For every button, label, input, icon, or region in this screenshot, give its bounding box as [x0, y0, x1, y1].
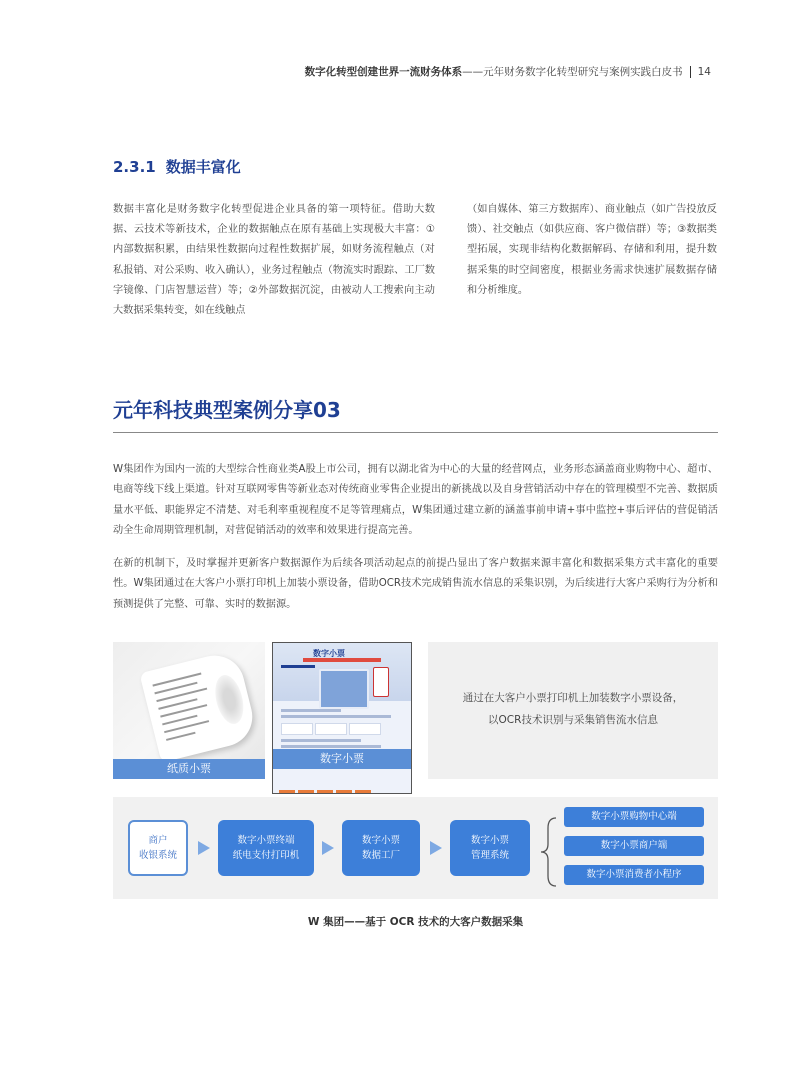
- figure-description-line-1: 通过在大客户小票打印机上加装数字小票设备，: [462, 692, 684, 704]
- header-divider: [690, 66, 691, 78]
- section-number: 2.3.1: [113, 158, 156, 176]
- digital-receipt-image: [272, 642, 412, 794]
- banner-red-strip: [303, 658, 381, 662]
- flow-step-4-line-1: 数字小票: [470, 835, 509, 846]
- figure-description-box: [428, 642, 718, 779]
- flow-step-merchant-pos: [128, 820, 188, 876]
- case-title-rule: [113, 432, 718, 433]
- running-header: [305, 64, 711, 79]
- flow-step-3-line-2: 数据工厂: [361, 850, 400, 861]
- header-subtitle: ——元年财务数字化转型研究与案例实践白皮书: [462, 66, 683, 78]
- flow-arrow-icon: [198, 841, 210, 855]
- output-consumer-miniprogram: 数字小票消费者小程序: [564, 865, 704, 885]
- case-paragraph-1: W集团作为国内一流的大型综合性商业类A股上市公司，拥有以湖北省为中心的大量的经营网点，业务形态涵盖商业购物中心、超市、电商等线下线上渠道。针对互联网零售等新业态对传统商业零售企业提出的新挑战以及自身营销活动中存在的管理模型不完善、数据质量水平低、职能界定不清楚、对毛利率重视程度不足等管理痛点，W集团通过建立新的涵盖事前申请+事中监控+事后评估的营促销活动全生命周期管理机制，对营促销活动的效率和效果进行提高完善。: [113, 464, 718, 536]
- flow-step-data-factory: [342, 820, 420, 876]
- brace-connector-icon: [538, 816, 560, 888]
- flow-step-2-line-2: 纸电支付打印机: [232, 850, 300, 861]
- case-paragraph-2: 在新的机制下，及时掌握并更新客户数据源作为后续各项活动起点的前提凸显出了客户数据来源丰富化和数据采集方式丰富化的重要性。W集团通过在大客户小票打印机上加装小票设备，借助OCR技术完成销售流水信息的采集识别，为后续进行大客户采购行为分析和预测提供了完整、可靠、实时的数据源。: [113, 558, 718, 610]
- flow-step-4-line-2: 管理系统: [470, 850, 509, 861]
- flow-step-receipt-terminal: [218, 820, 314, 876]
- digital-receipt-label: 数字小票: [273, 749, 411, 769]
- paper-receipt-label: 纸质小票: [113, 759, 265, 779]
- case-title: 元年科技典型案例分享03: [113, 398, 341, 422]
- monitor-illustration: [319, 669, 369, 709]
- flow-arrow-icon: [430, 841, 442, 855]
- section-heading: [113, 156, 241, 177]
- flow-arrow-icon: [322, 841, 334, 855]
- digital-receipt-footer: [279, 779, 405, 787]
- output-merchant-end: 数字小票商户端: [564, 836, 704, 856]
- page-number: 14: [697, 66, 711, 78]
- figure-description-line-2: 以OCR技术识别与采集销售流水信息: [488, 714, 658, 726]
- flow-step-1-line-2: 收银系统: [138, 850, 177, 861]
- paper-receipt-image: [113, 642, 265, 779]
- section-text-right-column: （如自媒体、第三方数据库）、商业触点（如广告投放反馈）、社交触点（如供应商、客户微信群）等；③数据类型拓展，实现非结构化数据解码、存储和利用，提升数据采集的时空间密度，根据业务需求快速扩展数据存储和分析维度。: [467, 204, 717, 296]
- flow-step-3-line-1: 数字小票: [361, 835, 400, 846]
- digital-receipt-banner-title: 数字小票: [313, 649, 345, 658]
- receipt-roll-illustration: [139, 649, 258, 762]
- flow-step-1-line-1: 商户: [148, 835, 168, 846]
- figure-caption: W 集团——基于 OCR 技术的大客户数据采集: [307, 916, 524, 928]
- phone-illustration: [373, 667, 389, 697]
- header-title: 数字化转型创建世界一流财务体系: [304, 66, 463, 78]
- section-text-left-column: 数据丰富化是财务数字化转型促进企业具备的第一项特征。借助大数据、云技术等新技术，企业的数据触点在原有基础上实现极大丰富：①内部数据积累，由结果性数据向过程性数据扩展，如财务流程触点（对私报销、对公采购、收入确认），业务过程触点（物流实时跟踪、工厂数字镜像、门店智慧运营）等；②外部数据沉淀，由被动人工搜索向主动大数据采集转变，如在线触点: [113, 204, 435, 317]
- flow-step-2-line-1: 数字小票终端: [237, 835, 295, 846]
- flow-step-management-system: [450, 820, 530, 876]
- banner-subtitle-bar: [281, 665, 315, 668]
- output-mall-end: 数字小票购物中心端: [564, 807, 704, 827]
- section-title: 数据丰富化: [165, 158, 241, 176]
